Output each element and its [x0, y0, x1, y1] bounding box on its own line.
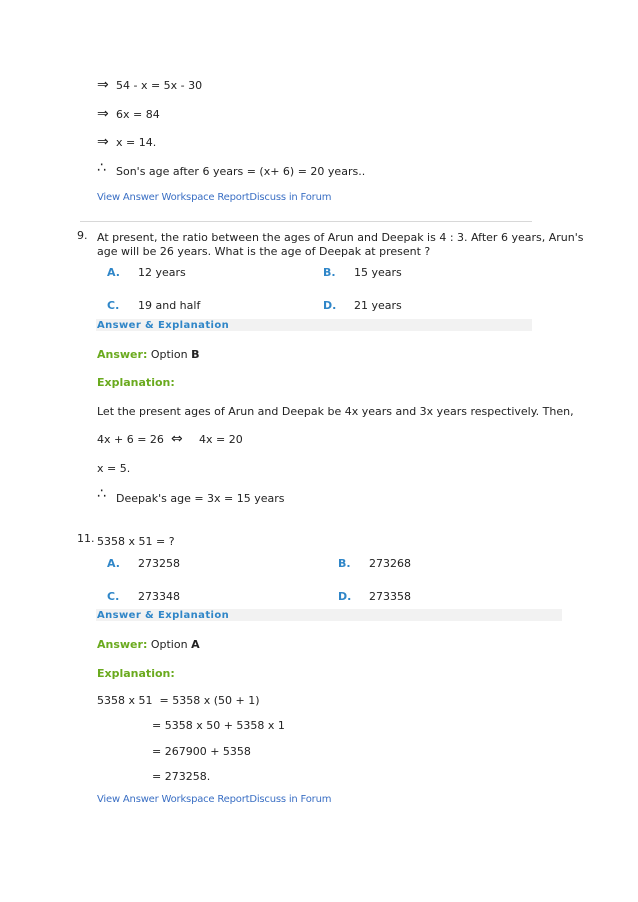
option-d-letter: D.: [338, 590, 352, 603]
implies-icon: ⇒: [97, 134, 109, 150]
equation-right: 4x = 20: [199, 433, 243, 446]
report-link[interactable]: Report: [217, 192, 250, 203]
answer-option: B: [191, 348, 200, 361]
question-number: 11.: [77, 532, 95, 545]
therefore-icon: ∴: [97, 486, 106, 502]
solution-line-2: 6x = 84: [116, 108, 160, 121]
answer-explanation-label[interactable]: Answer & Explanation: [97, 610, 230, 621]
action-links: [97, 794, 331, 805]
option-a-text[interactable]: 273258: [138, 557, 180, 570]
explanation-label: Explanation:: [97, 376, 175, 389]
option-b-letter: B.: [323, 266, 336, 279]
explanation-label: Explanation:: [97, 667, 175, 680]
answer-option: A: [191, 638, 200, 651]
action-links: [97, 192, 331, 203]
option-a-letter: A.: [107, 557, 120, 570]
question-text-line-2: age will be 26 years. What is the age of Deepak at present ?: [97, 245, 431, 258]
work-line-1: 5358 x 51 = 5358 x (50 + 1): [97, 694, 260, 707]
solution-conclusion: Son's age after 6 years = (x+ 6) = 20 years..: [116, 165, 366, 178]
work-line-4: = 273258.: [152, 770, 211, 783]
workspace-link[interactable]: Workspace: [161, 794, 215, 805]
answer-line: [97, 348, 199, 361]
equation-left: 4x + 6 = 26: [97, 433, 164, 446]
question-number: 9.: [77, 229, 88, 242]
implies-icon: ⇒: [97, 106, 109, 122]
explanation-conclusion: Deepak's age = 3x = 15 years: [116, 492, 285, 505]
option-c-letter: C.: [107, 299, 120, 312]
workspace-link[interactable]: Workspace: [161, 192, 215, 203]
option-c-text[interactable]: 19 and half: [138, 299, 201, 312]
option-b-text[interactable]: 15 years: [354, 266, 402, 279]
option-c-text[interactable]: 273348: [138, 590, 180, 603]
therefore-icon: ∴: [97, 160, 106, 176]
answer-line: [97, 638, 200, 651]
answer-label: Answer:: [97, 348, 148, 361]
answer-prefix: Option: [150, 638, 188, 651]
answer-explanation-label[interactable]: Answer & Explanation: [97, 320, 230, 331]
equation-2: x = 5.: [97, 462, 131, 475]
work-line-2: = 5358 x 50 + 5358 x 1: [152, 719, 285, 732]
option-d-text[interactable]: 21 years: [354, 299, 402, 312]
work-line-3: = 267900 + 5358: [152, 745, 251, 758]
answer-label: Answer:: [97, 638, 148, 651]
answer-prefix: Option: [150, 348, 188, 361]
view-answer-link[interactable]: View Answer: [97, 192, 159, 203]
question-text: 5358 x 51 = ?: [97, 535, 175, 548]
option-b-text[interactable]: 273268: [369, 557, 411, 570]
question-text-line-1: At present, the ratio between the ages of Arun and Deepak is 4 : 3. After 6 years, Arun's: [97, 231, 584, 244]
discuss-link[interactable]: Discuss in Forum: [249, 794, 332, 805]
solution-line-1: 54 - x = 5x - 30: [116, 79, 203, 92]
option-d-text[interactable]: 273358: [369, 590, 411, 603]
implies-icon: ⇒: [97, 77, 109, 93]
option-b-letter: B.: [338, 557, 351, 570]
divider: [80, 221, 532, 222]
view-answer-link[interactable]: View Answer: [97, 794, 159, 805]
option-c-letter: C.: [107, 590, 120, 603]
discuss-link[interactable]: Discuss in Forum: [249, 192, 332, 203]
option-d-letter: D.: [323, 299, 337, 312]
explanation-line-1: Let the present ages of Arun and Deepak be 4x years and 3x years respectively. Then,: [97, 405, 574, 418]
iff-icon: ⇔: [171, 431, 183, 447]
option-a-letter: A.: [107, 266, 120, 279]
option-a-text[interactable]: 12 years: [138, 266, 186, 279]
report-link[interactable]: Report: [217, 794, 250, 805]
solution-line-3: x = 14.: [116, 136, 157, 149]
